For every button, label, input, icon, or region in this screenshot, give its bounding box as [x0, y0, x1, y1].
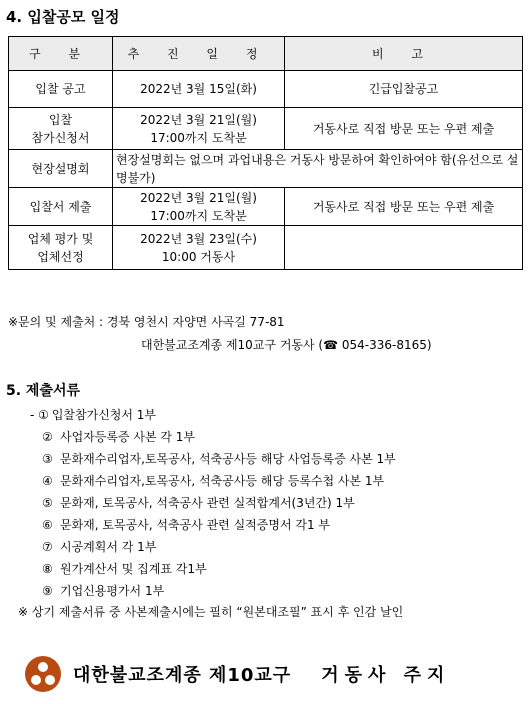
- cell-note: 거동사로 직접 방문 또는 우편 제출: [285, 108, 523, 150]
- item-text: 원가계산서 및 집계표 각1부: [60, 562, 207, 576]
- footer-temple-head: 거동사 주지: [321, 665, 451, 686]
- cell-category: 입찰 공고: [9, 71, 113, 108]
- list-item: [30, 404, 396, 426]
- item-number: ⑥: [42, 518, 53, 532]
- item-number: ④: [42, 474, 53, 488]
- item-number: ⑤: [42, 496, 53, 510]
- item-text: 문화재수리업자,토목공사, 석축공사등 해당 등록수첩 사본 1부: [60, 474, 385, 488]
- list-item: [30, 558, 396, 580]
- cell-schedule: 2022년 3월 21일(월) 17:00까지 도착분: [113, 108, 285, 150]
- contact-info: ※문의 및 제출처 : 경북 영천시 자양면 사곡길 77-81: [8, 315, 285, 329]
- list-item: [30, 448, 396, 470]
- temple-logo-icon: [25, 656, 61, 692]
- list-item: [30, 580, 396, 602]
- item-number: ⑨: [42, 584, 53, 598]
- cell-category: 현장설명회: [9, 150, 113, 188]
- cell-category: 입찰서 제출: [9, 188, 113, 226]
- cell-note: [285, 226, 523, 270]
- schedule-table: [8, 36, 523, 270]
- item-number: ③: [42, 452, 53, 466]
- section-4-heading: 4. 입찰공모 일정: [6, 8, 120, 26]
- item-number: ⑦: [42, 540, 53, 554]
- cell-schedule: 2022년 3월 23일(수) 10:00 거동사: [113, 226, 285, 270]
- item-text: 문화재, 토목공사, 석축공사 관련 실적합계서(3년간) 1부: [60, 496, 355, 510]
- cell-category: 업체 평가 및 업체선정: [9, 226, 113, 270]
- list-item: [30, 514, 396, 536]
- header-category: 구 분: [9, 37, 113, 71]
- contact-org-phone: 대한불교조계종 제10교구 거동사 (☎ 054-336-8165): [141, 338, 432, 352]
- list-item: [30, 470, 396, 492]
- cell-schedule: 2022년 3월 21일(월) 17:00까지 도착분: [113, 188, 285, 226]
- item-text: 문화재수리업자,토목공사, 석축공사등 해당 사업등록증 사본 1부: [60, 452, 396, 466]
- item-text: 사업자등록증 사본 각 1부: [60, 430, 195, 444]
- table-row: [9, 71, 523, 108]
- item-text: 입찰참가신청서 1부: [51, 408, 157, 422]
- table-row: [9, 226, 523, 270]
- cell-category: 입찰 참가신청서: [9, 108, 113, 150]
- list-item: [30, 536, 396, 558]
- item-text: 시공계획서 각 1부: [60, 540, 157, 554]
- document-list: [30, 404, 396, 602]
- item-number: ②: [42, 430, 53, 444]
- list-item: [30, 426, 396, 448]
- table-row: [9, 108, 523, 150]
- item-text: 기업신용평가서 1부: [60, 584, 165, 598]
- footer-org-name: 대한불교조계종 제10교구: [73, 665, 292, 686]
- item-text: 문화재, 토목공사, 석축공사 관련 실적증명서 각1 부: [60, 518, 330, 532]
- cell-note: 거동사로 직접 방문 또는 우편 제출: [285, 188, 523, 226]
- section-5-heading: 5. 제출서류: [6, 383, 81, 399]
- signature-footer: [25, 654, 450, 694]
- header-note: 비 고: [285, 37, 523, 71]
- table-header-row: [9, 37, 523, 71]
- cell-note: 긴급입찰공고: [285, 71, 523, 108]
- list-item: [30, 492, 396, 514]
- table-row: [9, 150, 523, 188]
- header-schedule: 추 진 일 정: [113, 37, 285, 71]
- item-number: ⑧: [42, 562, 53, 576]
- cell-schedule: 2022년 3월 15일(화): [113, 71, 285, 108]
- table-row: [9, 188, 523, 226]
- item-number: - ①: [30, 408, 49, 422]
- submission-footnote: ※ 상기 제출서류 중 사본제출시에는 필히 “원본대조필” 표시 후 인감 날인: [18, 605, 404, 619]
- cell-schedule-merged: 현장설명회는 없으며 과업내용은 거동사 방문하여 확인하여야 함(유선으로 설명불가): [113, 150, 523, 188]
